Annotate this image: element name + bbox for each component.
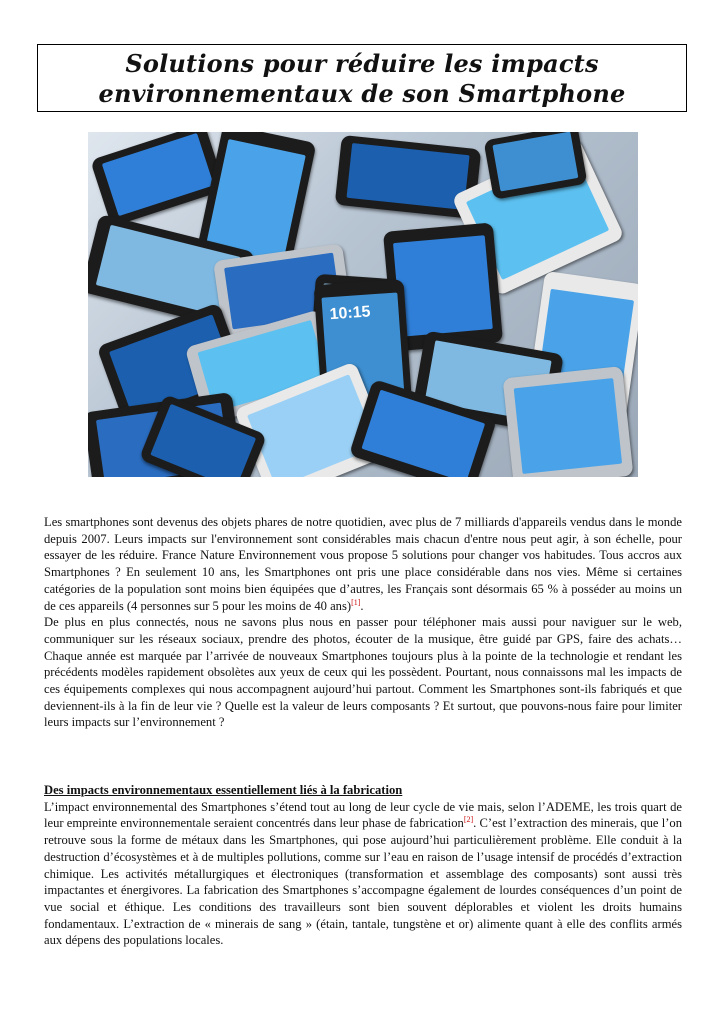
intro-paragraph-1: Les smartphones sont devenus des objets phares de notre quotidien, avec plus de 7 milliards d'appareils vendus dans le monde depuis 2007. Leurs impacts sur l'environnement sont considérables mais chacun d'entre nous peut agir, à son échelle, pour essayer de les réduire. France Nature Environnement vous propose 5 solutions pour changer vos habitudes. Tous accros aux Smartphones ? En seulement 10 ans, les Smartphones ont pris une place considérable dans nos vies. Même si certaines catégories de la population sont moins bien équipées que d’autres, les Français sont désormais 65 % à posséder au moins un de ces appareils (4 personnes sur 5 pour les moins de 40 ans)[1]. <box>44 515 682 613</box>
footnote-ref-2[interactable]: [2] <box>463 815 474 825</box>
footnote-ref-1[interactable]: [1] <box>351 597 361 607</box>
section-fabrication <box>44 782 682 949</box>
title-line-1: Solutions pour réduire les impacts <box>125 49 599 78</box>
section-paragraph: L’impact environnemental des Smartphones s’étend tout au long de leur cycle de vie mais, selon l’ADEME, les trois quart de leur empreinte environnementale seraient concentrés dans leur phase de fabrication[2]. C’est l’extraction des minerais, que l’on retrouve sous la forme de métaux dans les Smartphones, qui pose aujourd’hui particulièrement problème. Elle conduit à la destruction d’écosystèmes et à de multiples pollutions, comme sur l’eau en raison de l’usage intensif de procédés d’extraction chimique. Les activités métallurgiques et électroniques (transformation et assemblage des composants) sont aussi très impactantes et énergivores. La fabrication des Smartphones s’accompagne également de lourdes conséquences d’un point de vue social et éthique. Les conditions des travailleurs sont bien souvent déplorables et violent les droits humains fondamentaux. L’extraction de « minerais de sang » (étain, tantale, tungstène et or) alimente quant à elle des conflits armés aux dépens des populations locales. <box>44 799 682 948</box>
intro-text <box>44 514 682 731</box>
section-heading: Des impacts environnementaux essentiellement liés à la fabrication <box>44 783 403 797</box>
clock-readout: 10:15 <box>329 303 372 324</box>
intro-paragraph-2: De plus en plus connectés, nous ne savons plus nous en passer pour téléphoner mais aussi pour naviguer sur le web, communiquer sur les réseaux sociaux, prendre des photos, écouter de la musique, être guidé par GPS, faire des achats…Chaque année est marquée par l’arrivée de nouveaux Smartphones toujours plus à la pointe de la technologie et rendant les précédents modèles rapidement obsolètes aux yeux de ceux qui les possèdent. Pourtant, nous connaissons mal les impacts de ces équipements complexes qui nous accompagnent aujourd’hui partout. Comment les Smartphones sont-ils fabriqués et que deviennent-ils à la fin de leur vie ? Quelle est la valeur de leurs composants ? Et surtout, que pouvons-nous faire pour limiter leurs impacts sur l’environnement ? <box>44 615 682 730</box>
smartphones-photo <box>88 132 638 477</box>
phone-image <box>503 366 634 477</box>
title-line-2: environnementaux de son Smartphone <box>98 79 626 108</box>
title-box <box>37 44 687 112</box>
